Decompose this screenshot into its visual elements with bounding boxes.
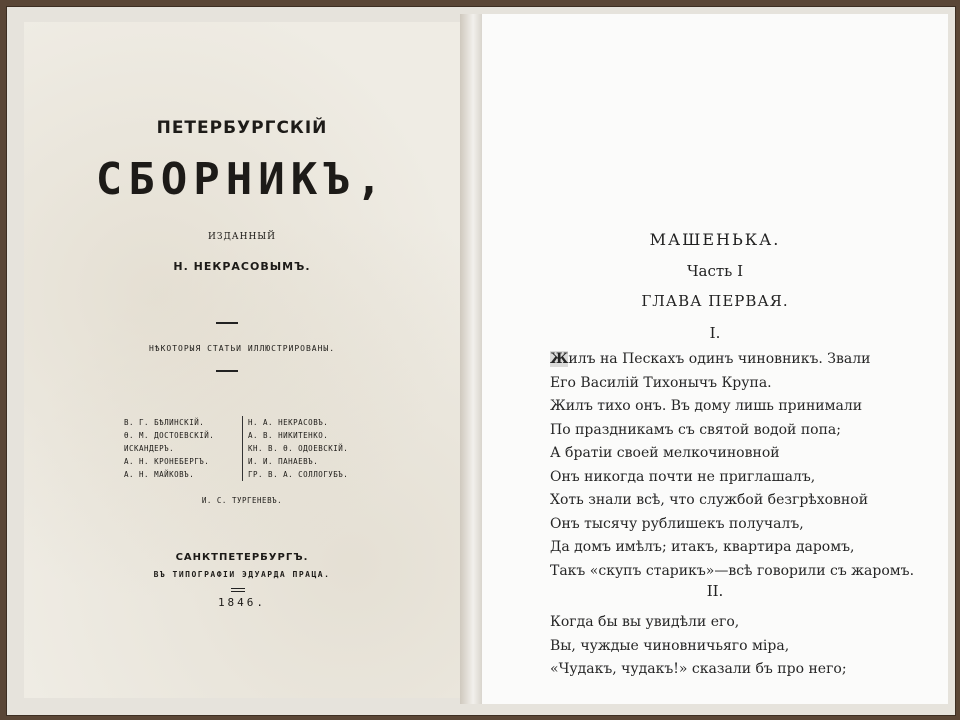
author-name-last: И. С. ТУРГЕНЕВЪ. bbox=[201, 496, 283, 505]
verse-line: По праздникамъ съ святой водой попа; bbox=[550, 421, 841, 438]
drop-cap: Ж bbox=[550, 351, 569, 367]
author-name: ГР. В. А. СОЛЛОГУБЪ. bbox=[248, 470, 349, 479]
city: САНКТПЕТЕРБУРГЪ. bbox=[175, 552, 309, 563]
author-name: А. В. НИКИТЕНКО. bbox=[248, 431, 329, 440]
verse-line: Его Василій Тихонычъ Крупа. bbox=[550, 374, 772, 391]
editor-name: Н. НЕКРАСОВЫМЪ. bbox=[173, 260, 311, 273]
verse-line: Онъ тысячу рублишекъ получалъ, bbox=[550, 515, 804, 532]
verse-line: Жилъ тихо онъ. Въ дому лишь принимали bbox=[550, 398, 863, 414]
verse-line: Да домъ имѣлъ; итакъ, квартира даромъ, bbox=[550, 539, 855, 555]
stanza bbox=[550, 348, 914, 583]
part-heading: Часть I bbox=[686, 262, 744, 280]
double-rule bbox=[231, 591, 245, 592]
author-name: А. Н. КРОНЕБЕРГЪ. bbox=[124, 457, 210, 466]
title-page bbox=[24, 22, 460, 698]
verse-line: Вы, чуждые чиновничьяго міра, bbox=[550, 637, 790, 654]
verse-line: «Чудакъ, чудакъ!» сказали бъ про него; bbox=[550, 661, 847, 677]
verse-line: Хоть знали всѣ, что службой безгрѣховной bbox=[550, 492, 869, 508]
verse-line-rest: илъ на Пескахъ одинъ чиновникъ. Звали bbox=[568, 351, 871, 367]
author-name: КН. В. Ѳ. ОДОЕВСКІЙ. bbox=[248, 444, 349, 453]
book-gutter bbox=[460, 14, 482, 704]
author-name: И. И. ПАНАЕВЪ. bbox=[248, 457, 319, 466]
chapter-heading: ГЛАВА ПЕРВАЯ. bbox=[641, 292, 789, 310]
divider-rule bbox=[216, 322, 238, 324]
poem-title: МАШЕНЬКА. bbox=[649, 230, 781, 249]
section-number: II. bbox=[706, 582, 724, 600]
verse-line: Онъ никогда почти не приглашалъ, bbox=[550, 468, 816, 485]
double-rule bbox=[231, 588, 245, 589]
title-top: ПЕТЕРБУРГСКІЙ bbox=[156, 118, 328, 138]
authors-right-column bbox=[248, 416, 368, 481]
author-name: Н. А. НЕКРАСОВЪ. bbox=[248, 418, 329, 427]
section-number: I. bbox=[709, 324, 721, 342]
stanza bbox=[550, 611, 847, 682]
printer: ВЪ ТИПОГРАФІИ ЭДУАРДА ПРАЦА. bbox=[153, 570, 331, 579]
illustrated-note: НѢКОТОРЫЯ СТАТЬИ ИЛЛЮСТРИРОВАНЫ. bbox=[148, 344, 336, 353]
title-main: СБОРНИКЪ, bbox=[95, 154, 389, 205]
author-name: Ѳ. М. ДОСТОЕВСКІЙ. bbox=[124, 431, 215, 440]
verse-line: Такъ «скупъ старикъ»—всѣ говорили съ жаромъ. bbox=[550, 562, 915, 579]
text-page bbox=[482, 14, 948, 704]
publication-year: 1846. bbox=[217, 596, 267, 609]
verse-line: Когда бы вы увидѣли его, bbox=[550, 614, 740, 630]
verse-line: А братіи своей мелкочиновной bbox=[550, 445, 780, 461]
author-name: ИСКАНДЕРЪ. bbox=[124, 444, 175, 453]
verse-line bbox=[550, 348, 914, 372]
divider-rule bbox=[216, 370, 238, 372]
author-name: А. Н. МАЙКОВЪ. bbox=[124, 470, 195, 479]
authors-left-column bbox=[124, 416, 243, 481]
author-name: В. Г. БѢЛИНСКІЙ. bbox=[124, 418, 205, 427]
published-by: ИЗДАННЫЙ bbox=[208, 232, 276, 242]
